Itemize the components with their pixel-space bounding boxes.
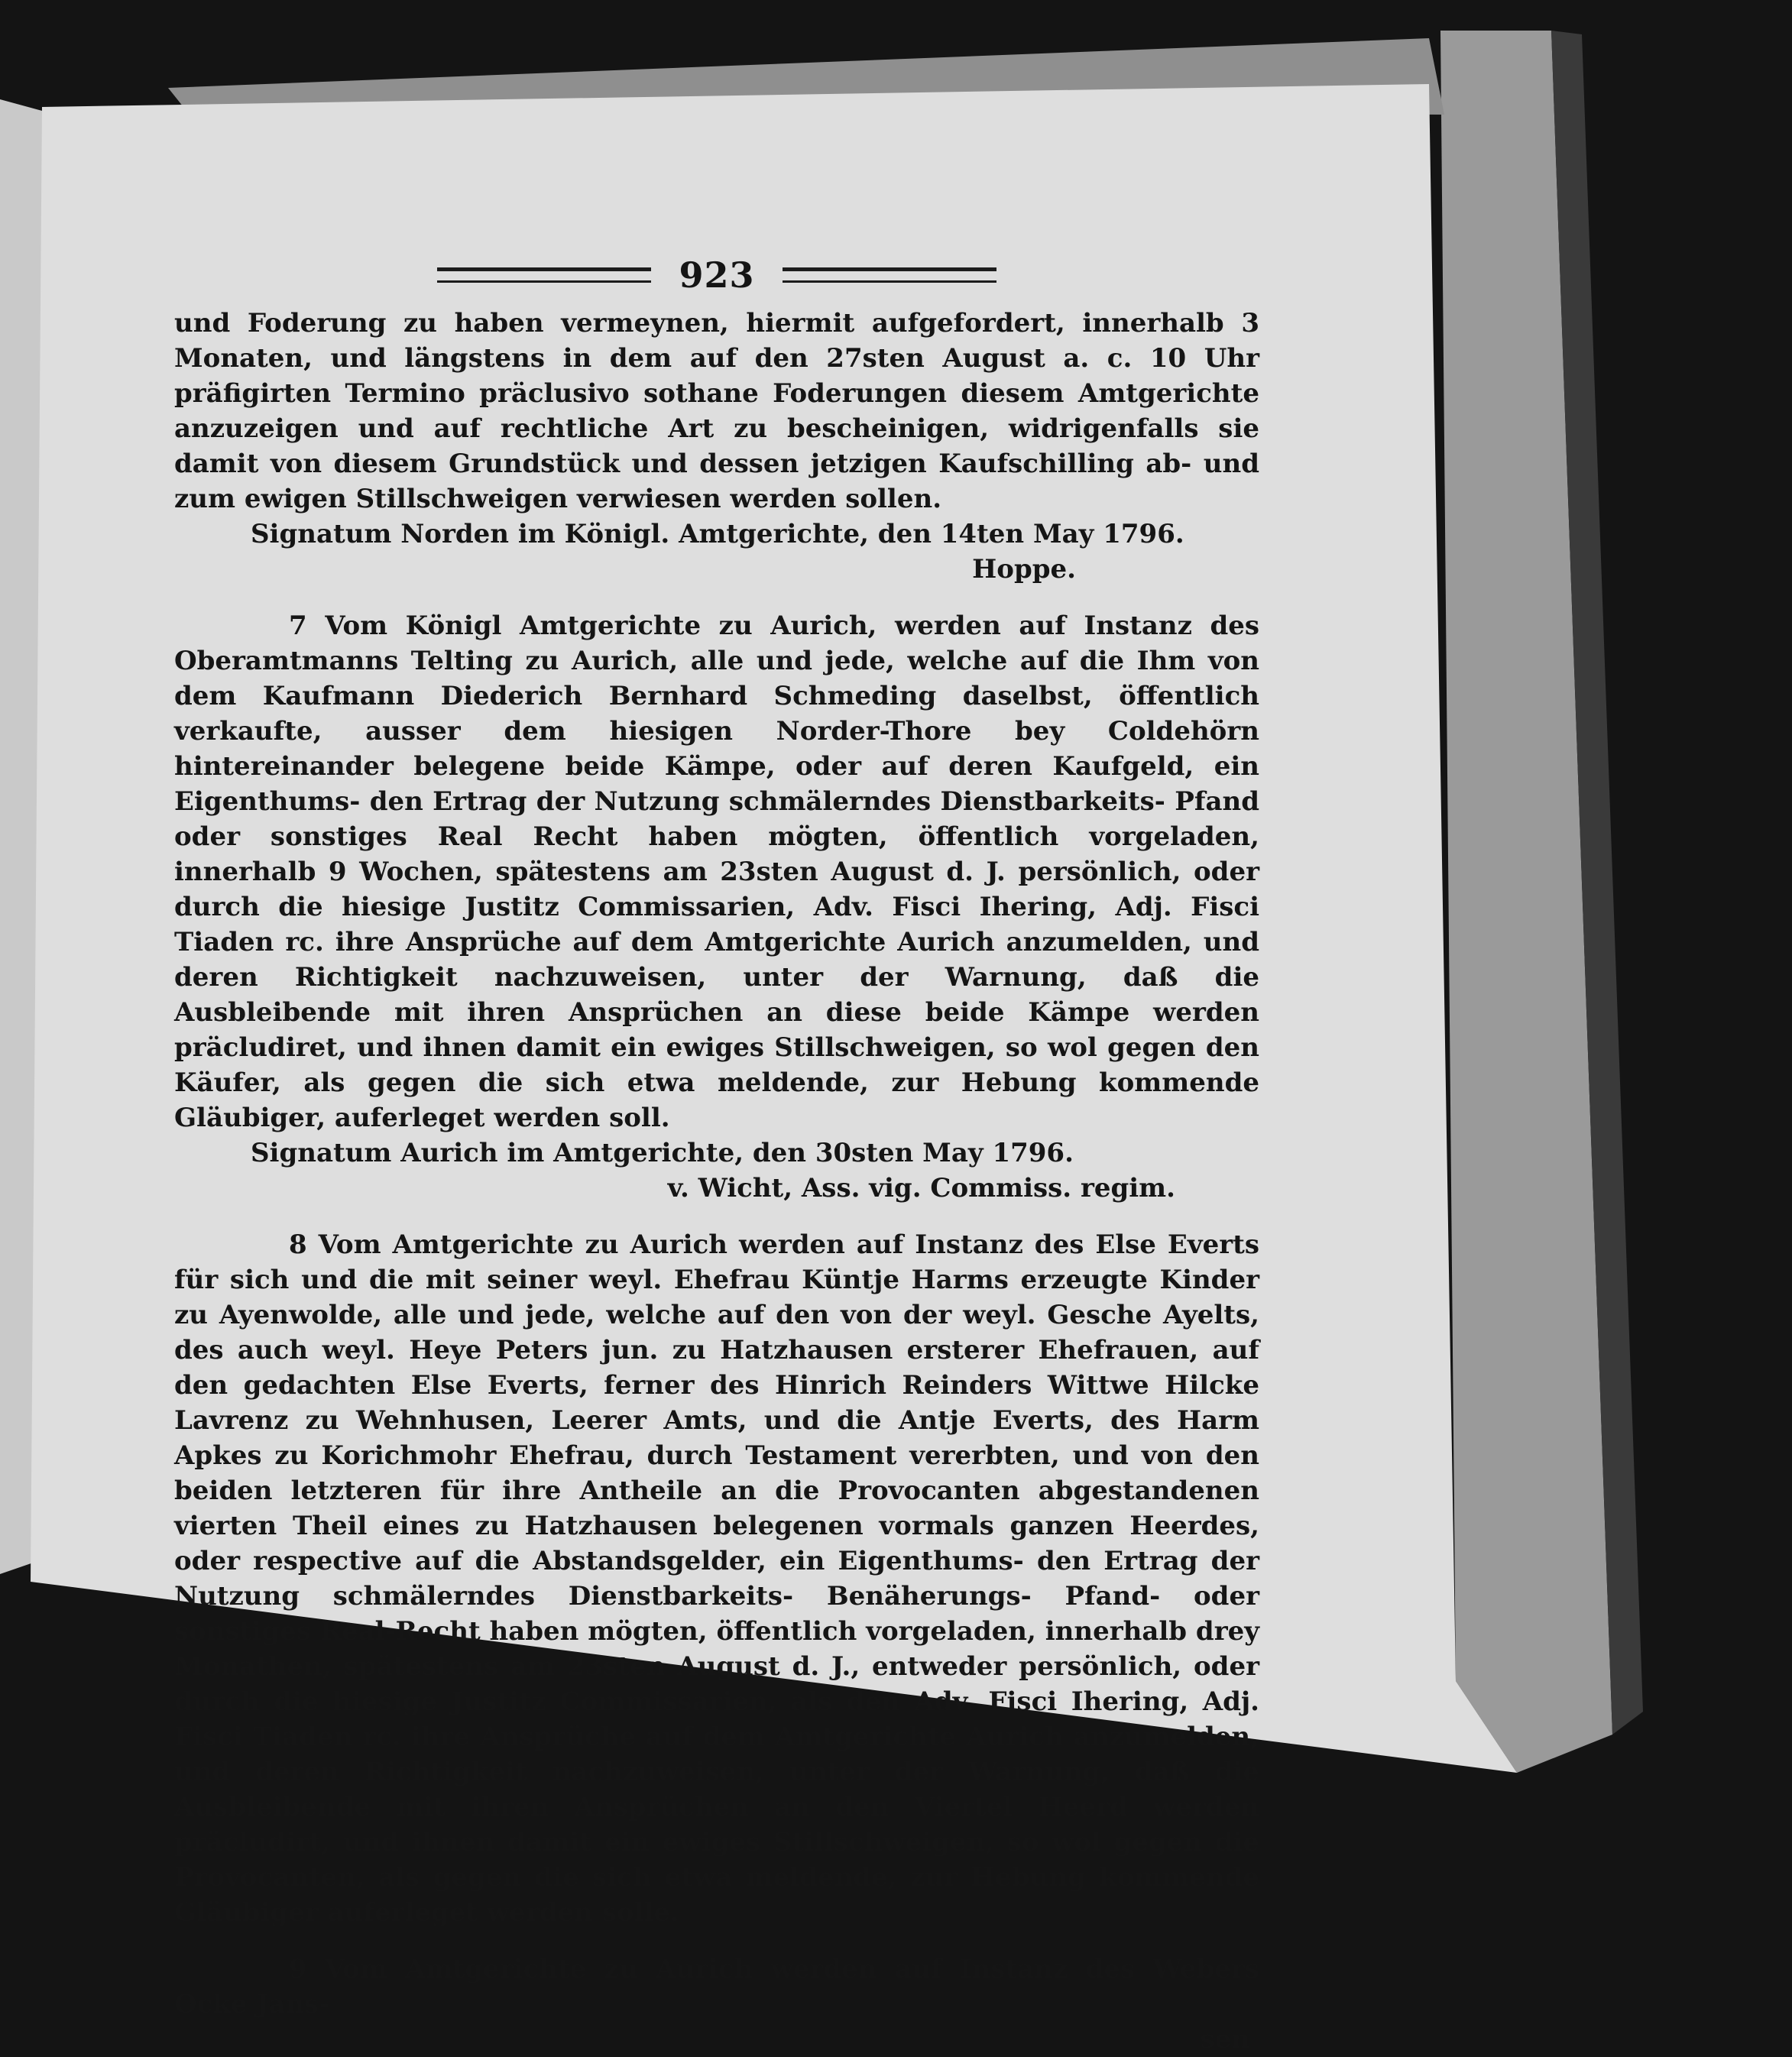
page-number: 923 [679, 254, 755, 296]
catchword: sen [1200, 2024, 1250, 2055]
paragraph-8: 8 Vom Amtgerichte zu Aurich werden auf Instanz des Else Everts für sich und die mit seiner weyl. Ehefrau Küntje Harms erzeugte Kinder zu Ayenwolde, alle und jede, welche auf den von der weyl. Gesche Ayelts, des auch weyl. Heye Peters jun. zu Hatzhausen ersterer Ehefrauen, auf den gedachten Else Everts, ferner des Hinrich Reinders Wittwe Hilcke Lavrenz zu Wehnhusen, Leerer Amts, und die Antje Everts, des Harm Apkes zu Korichmohr Ehefrau, durch Testament vererbten, und von den beiden letzteren für ihre Antheile an die Provocanten abgestandenen vierten Theil eines zu Hatzhausen belegenen vormals ganzen Heerdes, oder respective auf die Abstandsgelder, ein Eigenthums- den Ertrag der Nutzung schmälerndes Dienstbarkeits- Benäherungs- Pfand- oder sonstiges Real-Recht haben mögten, öffentlich vorgeladen, innerhalb drey Monathen, spätestens am 23sten August d. J., entweder persönlich, oder durch die hiesige Justitz Commissarien, als den Adv. Fisci Ihering, Adj. Fisci Tiaden rc. ihre Ansprüche auf dem Amtgerichte Aurich anzumelden, und deren Richtigkeit nachzuweisen, unter der Warnung, daß die Ausbleibende mit ihren Ansprüchen an den Viertel Heerd werden präcludirt, und ihnen damit ein ewiges Stillschweigen, so wol gegen die Provocanten, als gegen die sich etwa meldende, zur Hebung kommende Gläubiger auferleget werden solle. [174, 1229, 1259, 1928]
page-header [174, 252, 1259, 298]
paragraph-9: 9 Vom Amtgerichte zu Aurich werden auf Instanz des Webers Ocke Jans- [174, 1954, 1259, 2020]
paragraph-continuation: und Foderung zu haben vermeynen, hiermit aufgefordert, innerhalb 3 Monaten, und längstens in dem auf den 27sten August a. c. 10 Uhr präfigirten Termino präclusivo sothane Foderungen diesem Amtgerichte anzuzeigen und auf rechtliche Art zu bescheinigen, widrigenfalls sie damit von diesem Grundstück und dessen jetzigen Kaufschilling ab- und zum ewigen Stillschweigen verwiesen werden sollen. [174, 308, 1259, 514]
signer-wicht: v. Wicht, Ass. vig. Commiss. regim. [667, 1173, 1175, 1203]
page-content [174, 252, 1259, 2057]
paragraph-7: 7 Vom Königl Amtgerichte zu Aurich, werden auf Instanz des Oberamtmanns Telting zu Aurich, alle und jede, welche auf die Ihm von dem Kaufmann Diederich Bernhard Schmeding daselbst, öffentlich verkaufte, ausser dem hiesigen Norder-Thore bey Coldehörn hintereinander belegene beide Kämpe, oder auf deren Kaufgeld, ein Eigenthums- den Ertrag der Nutzung schmälerndes Dienstbarkeits- Pfand oder sonstiges Real Recht haben mögten, öffentlich vorgeladen, innerhalb 9 Wochen, spätestens am 23sten August d. J. persönlich, oder durch die hiesige Justitz Commissarien, Adv. Fisci Ihering, Adj. Fisci Tiaden rc. ihre Ansprüche auf dem Amtgerichte Aurich anzumelden, und deren Richtigkeit nachzuweisen, unter der Warnung, daß die Ausbleibende mit ihren Ansprüchen an diese beide Kämpe werden präcludiret, und ihnen damit ein ewiges Stillschweigen, so wol gegen den Käufer, als gegen die sich etwa meldende, zur Hebung kommende Gläubiger, auferleget werden soll. [174, 611, 1259, 1133]
header-rule-right [783, 267, 996, 283]
signer-hoppe: Hoppe. [972, 554, 1076, 585]
signature-line-aurich: Signatum Aurich im Amtgerichte, den 30sten May 1796. [251, 1138, 1074, 1168]
signature-line-norden: Signatum Norden im Königl. Amtgerichte, den 14ten May 1796. [251, 519, 1184, 549]
header-rule-left [437, 267, 651, 283]
